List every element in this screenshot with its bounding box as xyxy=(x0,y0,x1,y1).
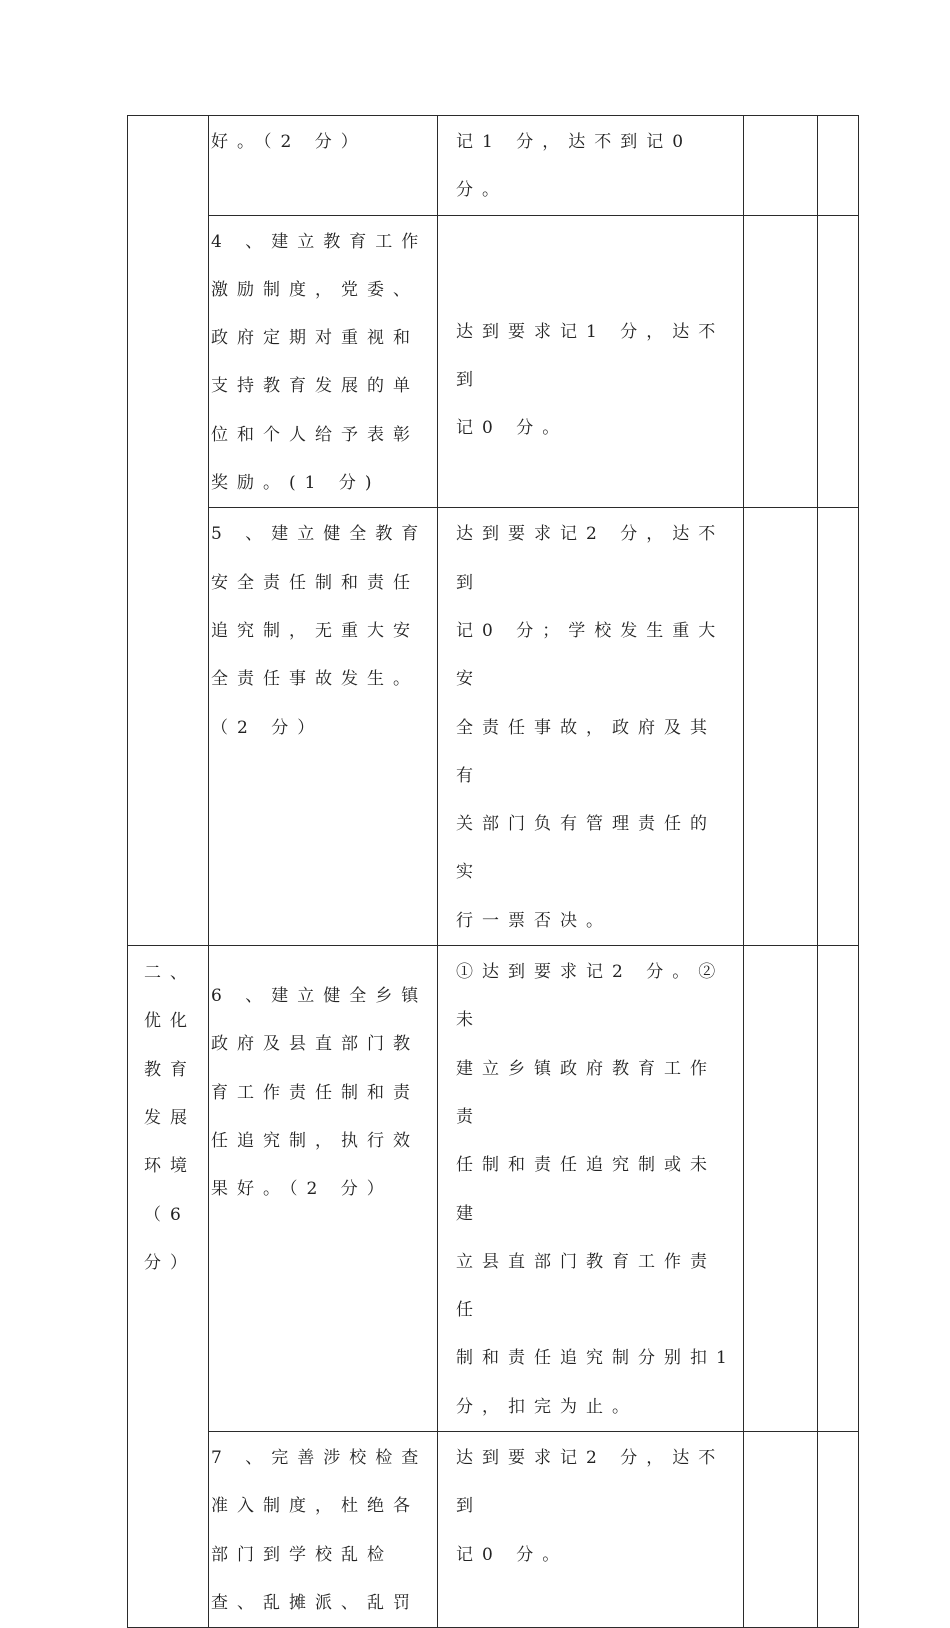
scoring-cell xyxy=(438,1432,744,1628)
score-cell xyxy=(744,116,818,216)
criterion-cell xyxy=(209,1432,438,1628)
criterion-text: 好。（2 分） xyxy=(211,132,367,152)
table-row xyxy=(128,508,859,946)
scoring-text: 达到要求记2 分，达不到 记0 分。 xyxy=(456,1448,725,1565)
remark-cell xyxy=(818,116,859,216)
table-row xyxy=(128,946,859,1432)
evaluation-table xyxy=(127,115,859,1628)
scoring-cell xyxy=(438,116,744,216)
table-row xyxy=(128,116,859,216)
table-row xyxy=(128,215,859,508)
criterion-cell xyxy=(209,116,438,216)
remark-cell xyxy=(818,508,859,946)
score-cell xyxy=(744,508,818,946)
category-label: 二、 优化 教育 发展 环境 （6 分） xyxy=(144,963,196,1273)
score-cell xyxy=(744,946,818,1432)
remark-cell xyxy=(818,946,859,1432)
criterion-cell xyxy=(209,508,438,946)
table-row xyxy=(128,1432,859,1628)
remark-cell xyxy=(818,1432,859,1628)
criterion-cell xyxy=(209,946,438,1432)
criterion-text: 5 、建立健全教育 安全责任制和责任 追究制，无重大安 全责任事故发生。 （2 分） xyxy=(211,524,428,738)
scoring-text: 记1 分，达不到记0 分。 xyxy=(456,132,693,201)
score-cell xyxy=(744,215,818,508)
scoring-cell xyxy=(438,215,744,508)
criterion-text: 6 、建立健全乡镇 政府及县直部门教 育工作责任制和责 任追究制，执行效 果好。（2 分） xyxy=(211,986,428,1200)
category-cell-1 xyxy=(128,116,209,946)
scoring-text: 达到要求记2 分，达不到 记0 分；学校发生重大安 全责任事故，政府及其有 关部门负有管理责任的实 行一票否决。 xyxy=(456,524,725,931)
scoring-cell xyxy=(438,508,744,946)
criterion-cell xyxy=(209,215,438,508)
remark-cell xyxy=(818,215,859,508)
score-cell xyxy=(744,1432,818,1628)
criterion-text: 7 、完善涉校检查 准入制度，杜绝各 部门到学校乱检 查、乱摊派、乱罚 xyxy=(211,1448,428,1613)
scoring-text: 达到要求记1 分，达不到 记0 分。 xyxy=(456,321,725,439)
scoring-cell xyxy=(438,946,744,1432)
criterion-text: 4 、建立教育工作 激励制度，党委、 政府定期对重视和 支持教育发展的单 位和个人给予表彰 奖励。(1 分) xyxy=(211,231,428,494)
category-cell-2 xyxy=(128,946,209,1628)
scoring-text: ①达到要求记2 分。②未 建立乡镇政府教育工作责 任制和责任追究制或未建 立县直部门教育工作责任 制和责任追究制分别扣1 分，扣完为止。 xyxy=(456,962,736,1417)
